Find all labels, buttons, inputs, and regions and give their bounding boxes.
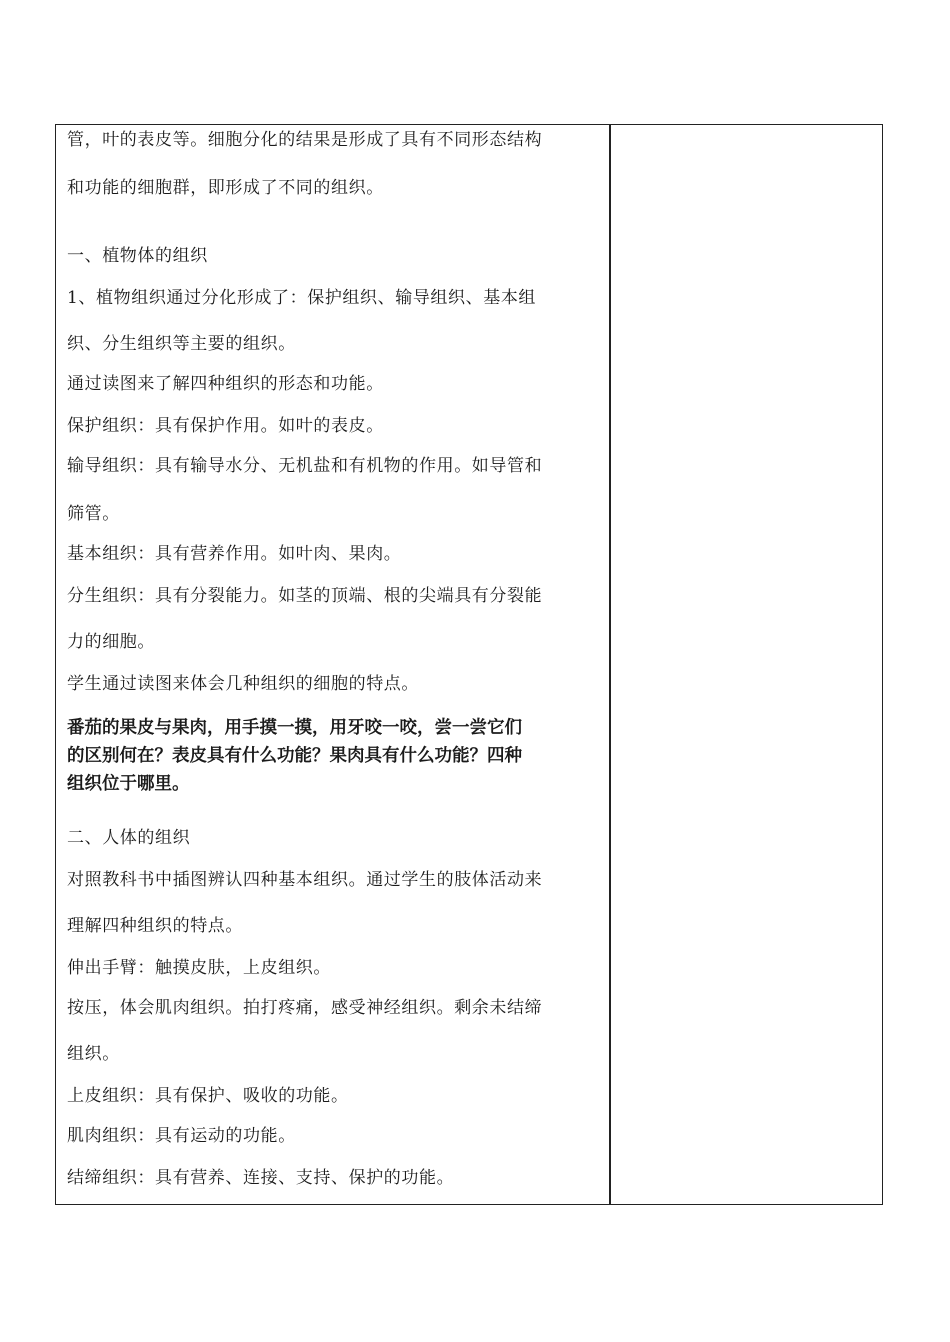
paragraph-line: 通过读图来了解四种组织的形态和功能。 — [67, 374, 384, 394]
paragraph-line: 基本组织：具有营养作用。如叶肉、果肉。 — [67, 544, 402, 564]
paragraph-line: 管，叶的表皮等。细胞分化的结果是形成了具有不同形态结构 — [67, 130, 543, 150]
paragraph-line: 学生通过读图来体会几种组织的细胞的特点。 — [67, 674, 419, 694]
section-heading-plant: 一、植物体的组织 — [67, 246, 208, 266]
paragraph-line: 织、分生组织等主要的组织。 — [67, 334, 296, 354]
paragraph-line: 输导组织：具有输导水分、无机盐和有机物的作用。如导管和 — [67, 456, 543, 476]
paragraph-line: 保护组织：具有保护作用。如叶的表皮。 — [67, 416, 384, 436]
bold-question-line: 番茄的果皮与果肉，用手摸一摸，用牙咬一咬，尝一尝它们 — [67, 718, 522, 738]
paragraph-line: 分生组织：具有分裂能力。如茎的顶端、根的尖端具有分裂能 — [67, 586, 543, 606]
paragraph-line: 按压，体会肌肉组织。拍打疼痛，感受神经组织。剩余未结缔 — [67, 998, 543, 1018]
paragraph-line: 组织。 — [67, 1044, 120, 1064]
paragraph-line: 结缔组织：具有营养、连接、支持、保护的功能。 — [67, 1168, 455, 1188]
paragraph-line: 理解四种组织的特点。 — [67, 916, 243, 936]
bold-question-block — [67, 714, 587, 798]
paragraph-line: 筛管。 — [67, 504, 120, 524]
bold-question-line: 的区别何在？表皮具有什么功能？果肉具有什么功能？四种 — [67, 746, 522, 766]
paragraph-line: 肌肉组织：具有运动的功能。 — [67, 1126, 296, 1146]
paragraph-line: 对照教科书中插图辨认四种基本组织。通过学生的肢体活动来 — [67, 870, 543, 890]
paragraph-line: 力的细胞。 — [67, 632, 155, 652]
paragraph-line: 1、植物组织通过分化形成了：保护组织、输导组织、基本组 — [67, 288, 537, 308]
paragraph-line: 上皮组织：具有保护、吸收的功能。 — [67, 1086, 349, 1106]
section-heading-human: 二、人体的组织 — [67, 828, 191, 848]
bold-question-line: 组织位于哪里。 — [67, 774, 190, 794]
paragraph-line: 伸出手臂：触摸皮肤，上皮组织。 — [67, 958, 331, 978]
column-divider — [609, 124, 611, 1205]
paragraph-line: 和功能的细胞群，即形成了不同的组织。 — [67, 178, 384, 198]
